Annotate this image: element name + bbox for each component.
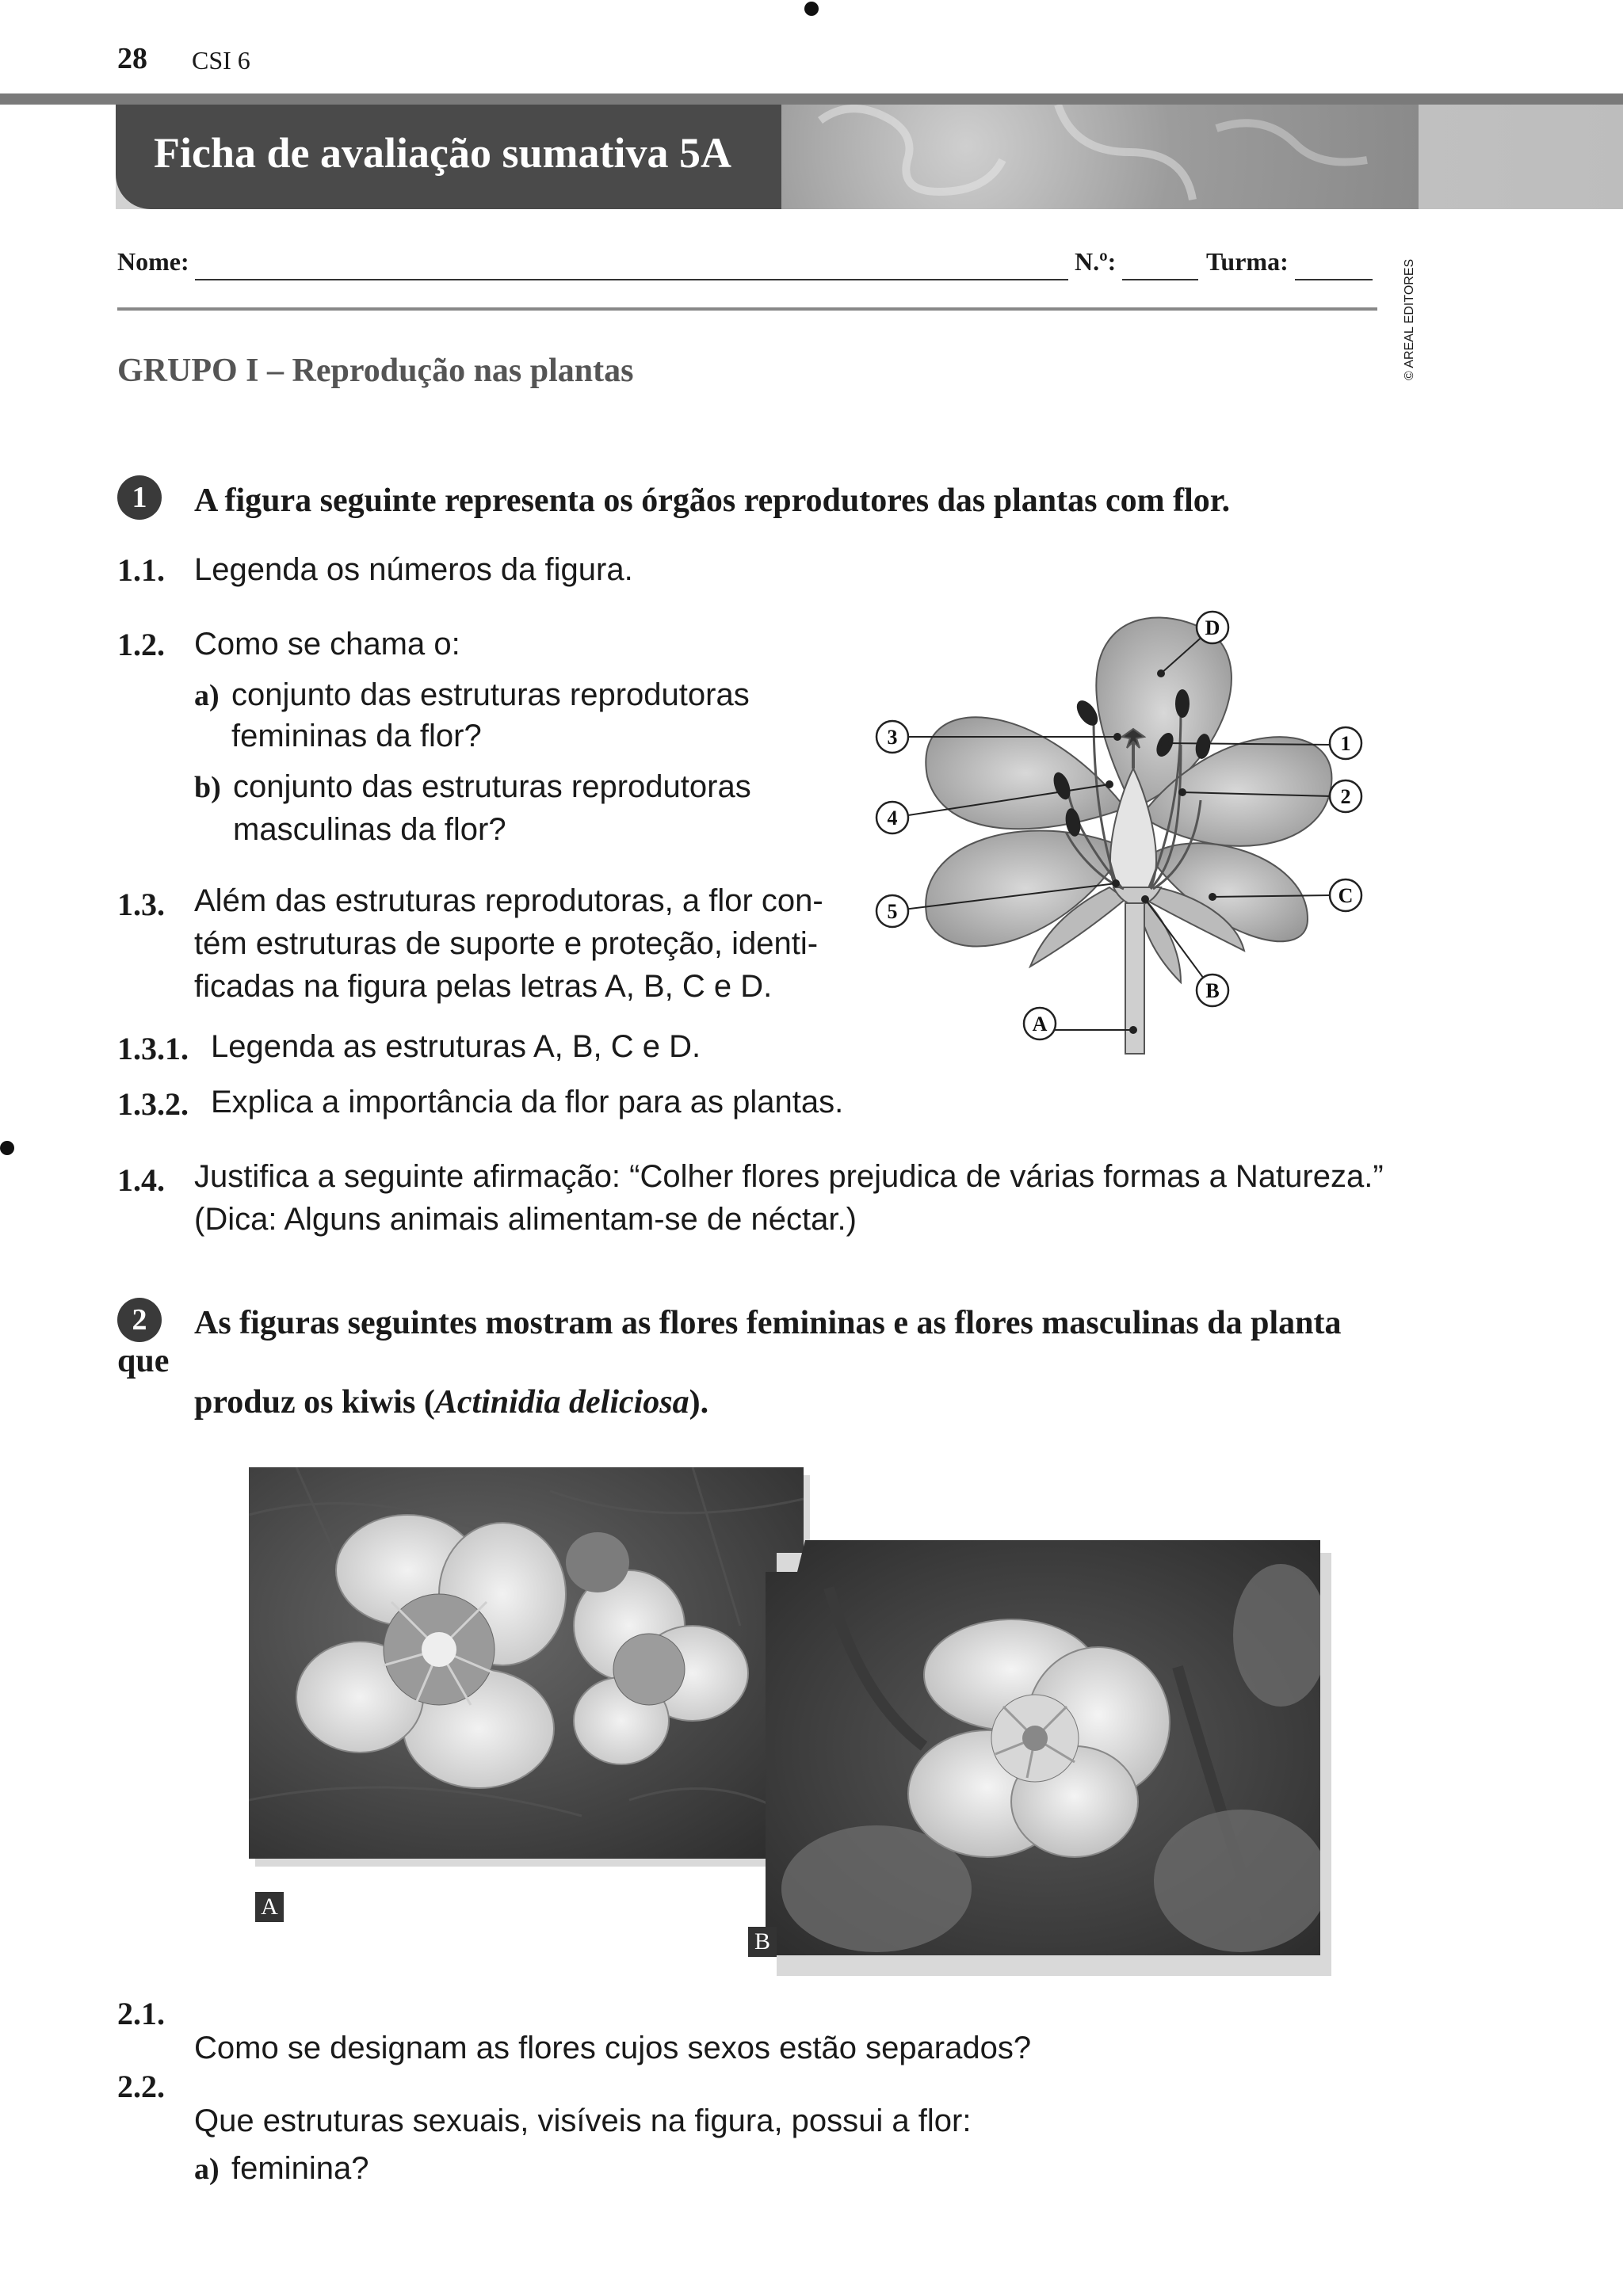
q1-2-text: Como se chama o: (194, 627, 460, 662)
q2-2-text: Que estruturas sexuais, visíveis na figura, possui a flor: (194, 2103, 972, 2138)
title-banner-texture (773, 105, 1419, 209)
q2-line2-post: ). (689, 1384, 709, 1421)
q1-3-1-text: Legenda as estruturas A, B, C e D. (211, 1029, 701, 1064)
page-number: 28 (117, 42, 147, 75)
class-field[interactable] (1295, 252, 1373, 280)
diagram-label-4: 4 (887, 807, 898, 830)
class-label: Turma: (1206, 247, 1289, 276)
number-field[interactable] (1122, 252, 1198, 280)
q1-3-line3: ficadas na figura pelas letras A, B, C e D. (194, 969, 773, 1004)
diagram-label-D: D (1205, 616, 1220, 639)
diagram-label-B: B (1205, 979, 1220, 1002)
question-2-badge: 2 (117, 1298, 162, 1342)
flower-diagram (864, 602, 1371, 1062)
registration-mark-top (804, 2, 819, 16)
book-code: CSI 6 (192, 46, 250, 74)
q1-2b-letter: b) (194, 771, 221, 804)
photo-b-label: B (748, 1927, 777, 1957)
puzzle-texture-graphic (773, 105, 1419, 209)
q1-3-1-number: 1.3.1. (117, 1031, 189, 1066)
q1-1-text: Legenda os números da figura. (194, 552, 633, 587)
photo-a-female-flowers (249, 1467, 804, 1859)
q1-2b-line1: conjunto das estruturas reprodutoras (233, 769, 751, 804)
group-title: GRUPO I – Reprodução nas plantas (117, 353, 634, 389)
q1-4-number: 1.4. (117, 1162, 165, 1198)
q1-3-2-number: 1.3.2. (117, 1086, 189, 1122)
registration-mark-left (0, 1141, 14, 1155)
question-1-stem: A figura seguinte representa os órgãos reprodutores das plantas com flor. (194, 482, 1231, 519)
diagram-label-3: 3 (887, 726, 898, 749)
form-rule (117, 307, 1377, 311)
q1-3-2-text: Explica a importância da flor para as plantas. (211, 1085, 844, 1119)
q1-2a-letter: a) (194, 679, 220, 712)
q1-2a-line1: conjunto das estruturas reprodutoras (231, 677, 750, 712)
photo-a-label: A (255, 1892, 284, 1922)
q1-3-number: 1.3. (117, 887, 165, 922)
question-2-stem-que: que (117, 1343, 170, 1379)
diagram-label-A: A (1032, 1013, 1048, 1035)
q1-1-number: 1.1. (117, 552, 165, 588)
q1-4-line2: (Dica: Alguns animais alimentam-se de néctar.) (194, 1202, 857, 1237)
q2-line2-pre: produz os kiwis ( (194, 1384, 435, 1421)
diagram-label-1: 1 (1340, 732, 1351, 755)
q2-2-number: 2.2. (117, 2069, 165, 2104)
q1-3-line2: tém estruturas de suporte e proteção, identi- (194, 926, 819, 961)
q1-2-number: 1.2. (117, 627, 165, 662)
q2-2a-text: feminina? (231, 2151, 369, 2186)
diagram-label-C: C (1338, 884, 1354, 907)
species-name: Actinidia deliciosa (434, 1384, 689, 1421)
question-2-stem-line1: As figuras seguintes mostram as flores femininas e as flores masculinas da planta (194, 1305, 1342, 1341)
q1-4-line1: Justifica a seguinte afirmação: “Colher flores prejudica de várias formas a Natureza.” (194, 1159, 1384, 1194)
page-title: Ficha de avaliação sumativa 5A (154, 129, 731, 177)
copyright-notice: © AREAL EDITORES (1403, 258, 1416, 380)
q2-2a-letter: a) (194, 2153, 220, 2186)
q1-3-line1: Além das estruturas reprodutoras, a flor con- (194, 883, 823, 918)
q1-2b-line2: masculinas da flor? (233, 812, 506, 847)
q1-2a-line2: femininas da flor? (231, 719, 482, 753)
diagram-label-2: 2 (1340, 785, 1351, 808)
photo-b-male-flower (766, 1540, 1320, 1955)
q2-1-text: Como se designam as flores cujos sexos estão separados? (194, 2031, 1032, 2065)
number-label: N.º: (1075, 247, 1117, 276)
q2-1-number: 2.1. (117, 1996, 165, 2031)
header-rule (0, 93, 1623, 105)
question-1-badge: 1 (117, 475, 162, 520)
name-field[interactable] (195, 252, 1068, 280)
question-2-stem-line2 (194, 1383, 708, 1421)
diagram-label-5: 5 (887, 900, 898, 923)
name-label: Nome: (117, 247, 189, 276)
